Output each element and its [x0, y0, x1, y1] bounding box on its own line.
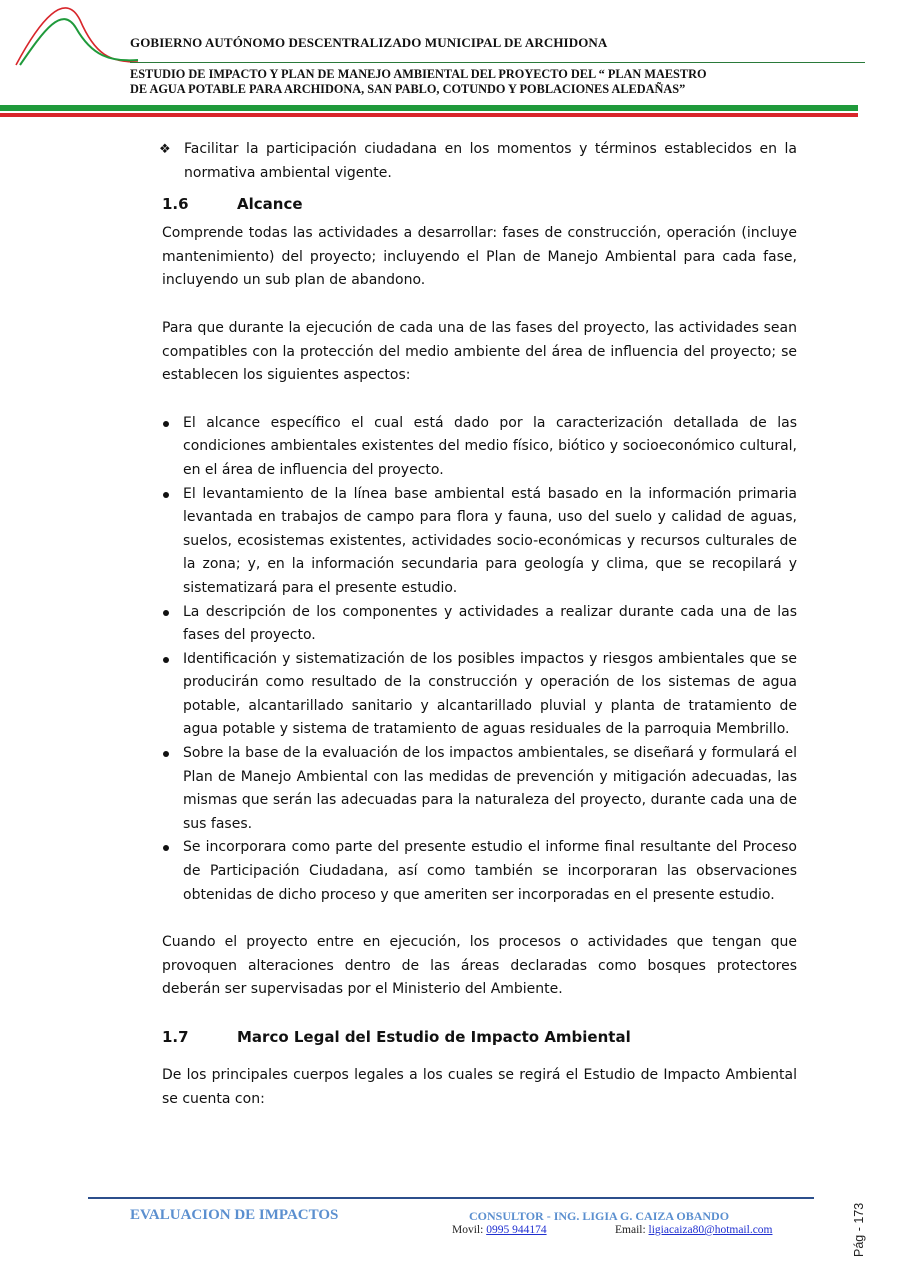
footer-consultant: CONSULTOR - ING. LIGIA G. CAIZA OBANDO — [469, 1209, 730, 1223]
bullet-dot-icon — [163, 421, 169, 427]
bullet-dot-icon — [163, 657, 169, 663]
section-title: Marco Legal del Estudio de Impacto Ambiental — [237, 1028, 631, 1046]
list-item-text: Identificación y sistematización de los posibles impactos y riesgos ambientales que se producirán como resultado de la construcción y operación de los sistemas de agua potable, alcantarillado sanitario y alcantarillado pluvial y planta de tratamiento de agua potable y sistema de tratamiento de aguas residuales de la parroquia Membrillo. — [183, 650, 797, 738]
header-red-bar — [0, 113, 858, 117]
phone-link[interactable]: 0995 944174 — [486, 1224, 547, 1236]
intro-bullet-text: Facilitar la participación ciudadana en los momentos y términos establecidos en la normativa ambiental vigente. — [184, 141, 797, 181]
scope-bullet-list — [162, 412, 797, 907]
header-institution: GOBIERNO AUTÓNOMO DESCENTRALIZADO MUNICIPAL DE ARCHIDONA — [130, 35, 608, 50]
list-item-text: El levantamiento de la línea base ambiental está basado en la información primaria levantada en trabajos de campo para flora y fauna, uso del suelo y calidad de aguas, suelos, ecosistemas existentes, actividades socio-económicas y recursos culturales de la zona; y, en la información secundaria para geología y clima, que se recopilará y sistematizará para el presente estudio. — [183, 485, 797, 596]
footer-section-label: EVALUACION DE IMPACTOS — [130, 1207, 339, 1223]
section-number: 1.6 — [162, 195, 189, 214]
header-study-line2: DE AGUA POTABLE PARA ARCHIDONA, SAN PABLO, COTUNDO Y POBLACIONES ALEDAÑAS” — [130, 82, 686, 96]
bullet-dot-icon — [163, 610, 169, 616]
header-study-title — [130, 67, 830, 97]
paragraph: Para que durante la ejecución de cada una de las fases del proyecto, las actividades sean compatibles con la protección del medio ambiente del área de influencia del proyecto; se establecen los siguientes aspectos: — [162, 319, 797, 384]
header-divider — [130, 62, 865, 63]
movil-label: Movil: — [452, 1224, 487, 1236]
document-body — [159, 138, 797, 1111]
bullet-dot-icon — [163, 492, 169, 498]
email-block — [615, 1224, 773, 1236]
email-link[interactable]: ligiacaiza80@hotmail.com — [648, 1224, 773, 1236]
section-title: Alcance — [237, 195, 303, 214]
list-item-text: Se incorporara como parte del presente estudio el informe final resultante del Proceso de Participación Ciudadana, así como también se incorporaran las observaciones obtenidas de dicho proceso y que ameriten ser incorporadas en el presente estudio. — [183, 839, 797, 903]
list-item — [162, 648, 797, 742]
section-heading-1-7 — [162, 1026, 797, 1048]
footer-divider — [88, 1197, 814, 1199]
diamond-bullet-icon: ❖ — [159, 142, 171, 157]
list-item — [162, 742, 797, 836]
list-item — [162, 412, 797, 483]
intro-bullet — [159, 138, 797, 185]
list-item — [162, 601, 797, 648]
page-number: Pág - 173 — [852, 1202, 866, 1257]
list-item — [162, 483, 797, 601]
list-item-text: La descripción de los componentes y actividades a realizar durante cada una de las fases del proyecto. — [183, 603, 797, 644]
list-item-text: Sobre la base de la evaluación de los impactos ambientales, se diseñará y formulará el Plan de Manejo Ambiental con las medidas de prevención y mitigación adecuadas, las mismas que serán las adecuadas para la naturaleza del proyecto, durante cada una de sus fases. — [183, 745, 797, 832]
bullet-dot-icon — [163, 751, 169, 757]
footer-contact — [452, 1224, 792, 1236]
list-item — [162, 836, 797, 907]
section-number: 1.7 — [162, 1028, 189, 1046]
paragraph: Comprende todas las actividades a desarrollar: fases de construcción, operación (incluye mantenimiento) del proyecto; incluyendo el Plan de Manejo Ambiental para cada fase, incluyendo un sub plan de abandono. — [162, 225, 797, 289]
section-heading-1-6 — [162, 193, 797, 215]
paragraph: De los principales cuerpos legales a los cuales se regirá el Estudio de Impacto Ambiental se cuenta con: — [162, 1067, 797, 1107]
bullet-dot-icon — [163, 845, 169, 851]
list-item-text: El alcance específico el cual está dado por la caracterización detallada de las condiciones ambientales existentes del medio físico, biótico y socioeconómico cultural, en el área de influencia del proyecto. — [183, 414, 797, 478]
paragraph: Cuando el proyecto entre en ejecución, los procesos o actividades que tengan que provoquen alteraciones dentro de las áreas declaradas como bosques protectores deberán ser supervisadas por el Ministerio del Ambiente. — [162, 934, 797, 998]
email-label: Email: — [615, 1224, 649, 1236]
municipal-logo-swoosh — [10, 0, 140, 70]
header-study-line1: ESTUDIO DE IMPACTO Y PLAN DE MANEJO AMBIENTAL DEL PROYECTO DEL “ PLAN MAESTRO — [130, 67, 707, 81]
